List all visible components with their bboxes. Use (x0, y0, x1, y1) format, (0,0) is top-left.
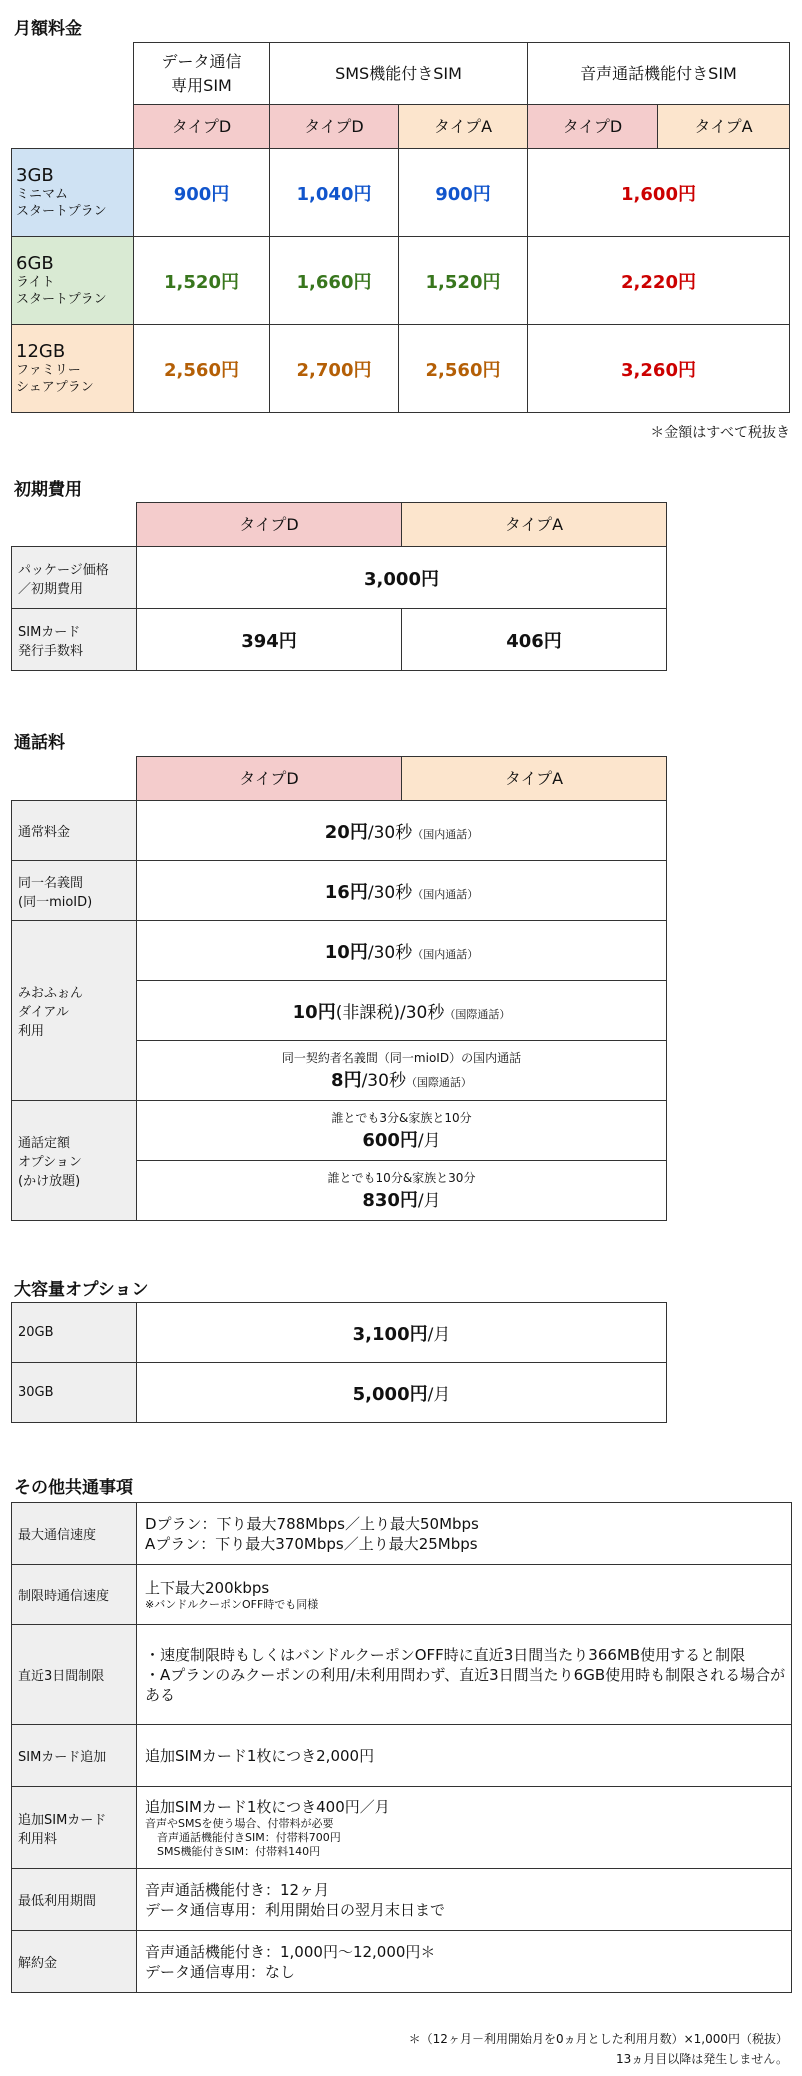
add-sim-value: 追加SIMカード1枚につき2,000円 (137, 1725, 792, 1787)
plan-12gb (12, 325, 134, 413)
plan-name: ライト (16, 274, 55, 290)
price-cell: 1,520円 (399, 237, 528, 325)
normal-call-value (137, 801, 667, 861)
call-scope: （国内通話） (412, 887, 479, 901)
price-cell: 2,700円 (270, 325, 399, 413)
price: 8円 (331, 1069, 362, 1091)
miofone-same-contract (137, 1041, 667, 1101)
max-speed-label: 最大通信速度 (12, 1503, 137, 1565)
same-name-value (137, 861, 667, 921)
package-fee-label: パッケージ価格 ／初期費用 (12, 547, 137, 609)
price: 3,100円 (352, 1323, 428, 1345)
min-period-label: 最低利用期間 (12, 1869, 137, 1931)
unit: /月 (427, 1384, 451, 1405)
price-cell: 1,600円 (528, 149, 790, 237)
price-cell: 1,040円 (270, 149, 399, 237)
type-a-label: タイプA (402, 503, 667, 547)
limited-speed-value (137, 1565, 792, 1625)
price-cell: 2,560円 (399, 325, 528, 413)
unit: /月 (417, 1190, 441, 1211)
type-a-label: タイプA (399, 105, 528, 149)
add-sim-fee: 追加SIMカード1枚につき400円／月 (145, 1797, 390, 1816)
add-sim-label: SIMカード追加 (12, 1725, 137, 1787)
cancel-fee-value (137, 1931, 792, 1993)
price-cell: 2,560円 (134, 325, 270, 413)
plan-name: ファミリー (16, 362, 81, 378)
price: 830円 (362, 1189, 418, 1211)
plan-name: シェアプラン (16, 379, 94, 395)
package-fee-value: 3,000円 (137, 547, 667, 609)
miofone-label: みおふぉん ダイアル 利用 (12, 921, 137, 1101)
price: 10円 (292, 1001, 336, 1023)
type-d-label: タイプD (137, 757, 402, 801)
call-scope: （国内通話） (412, 947, 479, 961)
add-sim-fee-value (137, 1787, 792, 1869)
cancel-fee-label: 解約金 (12, 1931, 137, 1993)
three-day-limit-line: ・速度制限時もしくはバンドルクーポンOFF時に直近3日間当たり366MB使用すると制限 (145, 1645, 746, 1664)
type-a-label: タイプA (402, 757, 667, 801)
plan-name: スタートプラン (16, 203, 107, 219)
condition-text: 誰とでも3分&家族と10分 (331, 1110, 472, 1125)
col-voice-sim: 音声通話機能付きSIM (528, 43, 790, 105)
miofone-domestic (137, 921, 667, 981)
unit: /月 (427, 1324, 451, 1345)
unit: /月 (417, 1130, 441, 1151)
flat-rate-option-1 (137, 1101, 667, 1161)
capacity-30gb-value (137, 1363, 667, 1423)
price-cell: 2,220円 (528, 237, 790, 325)
a-plan-speed: Aプラン：下り最大370Mbps／上り最大25Mbps (145, 1534, 478, 1553)
price-cell: 900円 (134, 149, 270, 237)
col-sms-sim: SMS機能付きSIM (270, 43, 528, 105)
price: 5,000円 (352, 1383, 428, 1405)
tax-note: ＊金額はすべて税抜き (650, 425, 790, 441)
condition-text: 誰とでも10分&家族と30分 (327, 1170, 476, 1185)
common-heading: その他共通事項 (14, 1478, 133, 1498)
three-day-limit-line: ・Aプランのみクーポンの利用/未利用問わず、直近3日間当たり6GB使用時も制限される場合がある (145, 1665, 786, 1704)
capacity-30gb-label: 30GB (12, 1363, 137, 1423)
miofone-international (137, 981, 667, 1041)
type-d-label: タイプD (137, 503, 402, 547)
add-sim-fee-note: SMS機能付きSIM：付帯料140円 (157, 1844, 321, 1858)
sim-fee-type-d: 394円 (137, 609, 402, 671)
tax-exempt: (非課税) (335, 1002, 400, 1023)
condition-text: 同一契約者名義間（同一mioID）の国内通話 (281, 1050, 522, 1065)
price-cell: 1,520円 (134, 237, 270, 325)
type-d-label: タイプD (134, 105, 270, 149)
cancel-fee-voice: 音声通話機能付き：1,000円〜12,000円＊ (145, 1942, 436, 1961)
unit: /30秒 (367, 822, 413, 843)
col-data-sim: データ通信 専用SIM (134, 43, 270, 105)
sim-fee-type-a: 406円 (402, 609, 667, 671)
call-fee-table (11, 756, 667, 1221)
price: 20円 (324, 821, 368, 843)
price: 10円 (324, 941, 368, 963)
initial-heading: 初期費用 (14, 480, 82, 500)
d-plan-speed: Dプラン：下り最大788Mbps／上り最大50Mbps (145, 1514, 479, 1533)
call-heading: 通話料 (14, 733, 65, 753)
unit: /30秒 (367, 882, 413, 903)
price-cell: 3,260円 (528, 325, 790, 413)
plan-gb: 12GB (16, 340, 66, 362)
add-sim-fee-note: 音声やSMSを使う場合、付帯料が必要 (145, 1816, 334, 1830)
max-speed-value (137, 1503, 792, 1565)
unit: /30秒 (367, 942, 413, 963)
plan-gb: 6GB (16, 252, 54, 274)
add-sim-fee-label: 追加SIMカード 利用料 (12, 1787, 137, 1869)
footnote-1: ＊（12ヶ月－利用開始月を0ヵ月とした利用月数）×1,000円（税抜） (408, 2032, 788, 2046)
unit: /30秒 (361, 1070, 406, 1091)
three-day-limit-value (137, 1625, 792, 1725)
call-scope: （国際通話） (444, 1007, 511, 1021)
limited-speed: 上下最大200kbps (145, 1578, 270, 1597)
three-day-limit-label: 直近3日間制限 (12, 1625, 137, 1725)
unit: /30秒 (399, 1002, 445, 1023)
flat-rate-label: 通話定額 オプション (かけ放題) (12, 1101, 137, 1221)
type-d-label: タイプD (270, 105, 399, 149)
min-period-voice: 音声通話機能付き：12ヶ月 (145, 1880, 330, 1899)
same-name-label: 同一名義間 (同一mioID) (12, 861, 137, 921)
initial-fee-table (11, 502, 667, 671)
price: 600円 (362, 1129, 418, 1151)
cancel-fee-data: データ通信専用：なし (145, 1962, 296, 1981)
type-a-label: タイプA (658, 105, 790, 149)
plan-6gb (12, 237, 134, 325)
call-scope: （国内通話） (412, 827, 479, 841)
sim-fee-label: SIMカード 発行手数料 (12, 609, 137, 671)
type-d-label: タイプD (528, 105, 658, 149)
monthly-fee-table (11, 42, 790, 413)
plan-3gb (12, 149, 134, 237)
call-scope: （国際通話） (405, 1075, 472, 1089)
capacity-20gb-value (137, 1303, 667, 1363)
common-terms-table (11, 1502, 792, 1993)
capacity-20gb-label: 20GB (12, 1303, 137, 1363)
capacity-option-table (11, 1302, 667, 1423)
price-cell: 900円 (399, 149, 528, 237)
normal-call-label: 通常料金 (12, 801, 137, 861)
limited-speed-note: ※バンドルクーポンOFF時でも同様 (145, 1597, 319, 1611)
flat-rate-option-2 (137, 1161, 667, 1221)
plan-gb: 3GB (16, 164, 54, 186)
plan-name: ミニマム (16, 186, 69, 202)
min-period-value (137, 1869, 792, 1931)
plan-name: スタートプラン (16, 291, 107, 307)
limited-speed-label: 制限時通信速度 (12, 1565, 137, 1625)
min-period-data: データ通信専用：利用開始日の翌月末日まで (145, 1900, 446, 1919)
capacity-heading: 大容量オプション (14, 1280, 149, 1300)
price-cell: 1,660円 (270, 237, 399, 325)
footnote-2: 13ヵ月目以降は発生しません。 (616, 2052, 788, 2066)
price: 16円 (324, 881, 368, 903)
add-sim-fee-note: 音声通話機能付きSIM：付帯料700円 (157, 1830, 341, 1844)
monthly-heading: 月額料金 (14, 19, 82, 39)
